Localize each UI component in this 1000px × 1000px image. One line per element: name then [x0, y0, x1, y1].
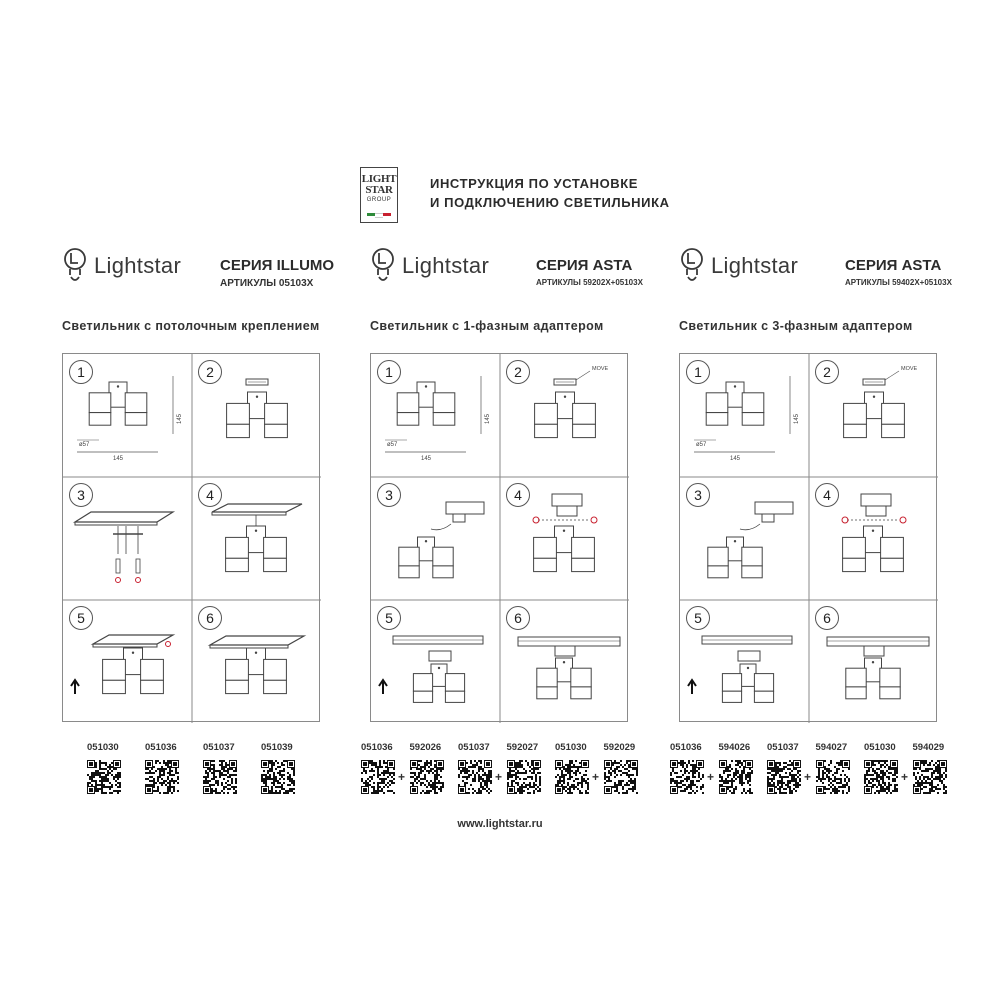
- logo-line1: LIGHT: [361, 173, 397, 185]
- step-number-6: 6: [506, 606, 530, 630]
- article-code-592026: 592026: [409, 742, 442, 753]
- series-title: СЕРИЯ ASTA: [536, 257, 633, 274]
- dimension-diameter: ø57: [79, 442, 90, 448]
- step-number-1: 1: [686, 360, 710, 384]
- article-numbers: АРТИКУЛЫ 59402X+05103X: [845, 278, 952, 287]
- series-title: СЕРИЯ ASTA: [845, 257, 942, 274]
- dimension-height: 145: [794, 413, 800, 424]
- fixture-subtitle: Светильник с потолочным креплением: [62, 319, 320, 333]
- lightbulb-icon: [370, 247, 396, 285]
- qr-code-icon[interactable]: [458, 760, 492, 794]
- lightbulb-icon: [62, 247, 88, 285]
- article-code-051030: 051030: [864, 742, 896, 753]
- qr-code-icon[interactable]: [670, 760, 704, 794]
- step-number-3: 3: [686, 483, 710, 507]
- step-number-4: 4: [815, 483, 839, 507]
- article-code-594029: 594029: [912, 742, 945, 753]
- step-number-1: 1: [377, 360, 401, 384]
- plus-sign: +: [901, 770, 909, 784]
- step-number-5: 5: [377, 606, 401, 630]
- step-number-2: 2: [815, 360, 839, 384]
- qr-code-icon[interactable]: [604, 760, 638, 794]
- plus-sign: +: [398, 770, 406, 784]
- article-code-051036: 051036: [670, 742, 702, 753]
- article-numbers: АРТИКУЛЫ 59202X+05103X: [536, 278, 643, 287]
- website-link[interactable]: www.lightstar.ru: [457, 818, 543, 830]
- article-code-051036: 051036: [145, 742, 177, 753]
- qr-code-icon[interactable]: [203, 760, 237, 794]
- steps-illustrations: [63, 354, 321, 723]
- dimension-width: 145: [730, 456, 741, 462]
- qr-code-icon[interactable]: [410, 760, 444, 794]
- article-code-051037: 051037: [203, 742, 235, 753]
- step-number-1: 1: [69, 360, 93, 384]
- qr-code-icon[interactable]: [816, 760, 850, 794]
- article-code-592027: 592027: [506, 742, 539, 753]
- qr-code-icon[interactable]: [555, 760, 589, 794]
- series-title: СЕРИЯ ILLUMO: [220, 257, 335, 274]
- fixture-subtitle: Светильник с 1-фазным адаптером: [370, 319, 604, 333]
- step-number-2: 2: [198, 360, 222, 384]
- article-numbers: АРТИКУЛЫ 05103X: [220, 278, 314, 289]
- brand-name: Lightstar: [402, 253, 490, 278]
- article-code-051030: 051030: [87, 742, 119, 753]
- step-number-3: 3: [69, 483, 93, 507]
- logo-line2: STAR: [365, 184, 393, 196]
- steps-illustrations: [680, 354, 938, 723]
- qr-code-icon[interactable]: [261, 760, 295, 794]
- move-label: MOVE: [901, 366, 918, 372]
- dimension-width: 145: [421, 456, 432, 462]
- article-code-592029: 592029: [603, 742, 636, 753]
- qr-code-icon[interactable]: [507, 760, 541, 794]
- qr-code-icon[interactable]: [864, 760, 898, 794]
- step-number-6: 6: [198, 606, 222, 630]
- qr-code-icon[interactable]: [87, 760, 121, 794]
- lightbulb-icon: [679, 247, 705, 285]
- steps-grid: [62, 353, 320, 722]
- qr-code-icon[interactable]: [913, 760, 947, 794]
- brand-name: Lightstar: [711, 253, 799, 278]
- lightstar-brand-logo: [62, 247, 181, 285]
- article-code-051030: 051030: [555, 742, 587, 753]
- dimension-height: 145: [177, 413, 183, 424]
- step-number-4: 4: [198, 483, 222, 507]
- plus-sign: +: [495, 770, 503, 784]
- plus-sign: +: [804, 770, 812, 784]
- article-code-051039: 051039: [261, 742, 293, 753]
- lightstar-brand-logo: [679, 247, 798, 285]
- qr-code-icon[interactable]: [767, 760, 801, 794]
- instruction-title-line2: И ПОДКЛЮЧЕНИЮ СВЕТИЛЬНИКА: [430, 195, 670, 210]
- steps-grid: [679, 353, 937, 722]
- step-number-5: 5: [69, 606, 93, 630]
- article-code-051037: 051037: [767, 742, 799, 753]
- article-code-594027: 594027: [815, 742, 848, 753]
- article-code-051037: 051037: [458, 742, 490, 753]
- steps-illustrations: [371, 354, 629, 723]
- fixture-subtitle: Светильник с 3-фазным адаптером: [679, 319, 913, 333]
- brand-name: Lightstar: [94, 253, 182, 278]
- step-number-4: 4: [506, 483, 530, 507]
- qr-code-icon[interactable]: [361, 760, 395, 794]
- qr-code-icon[interactable]: [145, 760, 179, 794]
- article-code-051036: 051036: [361, 742, 393, 753]
- move-label: MOVE: [592, 366, 609, 372]
- lightstar-group-logo: [360, 167, 398, 223]
- dimension-diameter: ø57: [387, 442, 398, 448]
- dimension-diameter: ø57: [696, 442, 707, 448]
- step-number-6: 6: [815, 606, 839, 630]
- italian-flag-icon: [367, 213, 391, 216]
- step-number-5: 5: [686, 606, 710, 630]
- article-code-594026: 594026: [718, 742, 751, 753]
- plus-sign: +: [707, 770, 715, 784]
- step-number-2: 2: [506, 360, 530, 384]
- qr-code-icon[interactable]: [719, 760, 753, 794]
- plus-sign: +: [592, 770, 600, 784]
- steps-grid: [370, 353, 628, 722]
- dimension-width: 145: [113, 456, 124, 462]
- dimension-height: 145: [485, 413, 491, 424]
- logo-line3: GROUP: [366, 197, 392, 203]
- lightstar-brand-logo: [370, 247, 489, 285]
- instruction-title-line1: ИНСТРУКЦИЯ ПО УСТАНОВКЕ: [430, 176, 639, 191]
- step-number-3: 3: [377, 483, 401, 507]
